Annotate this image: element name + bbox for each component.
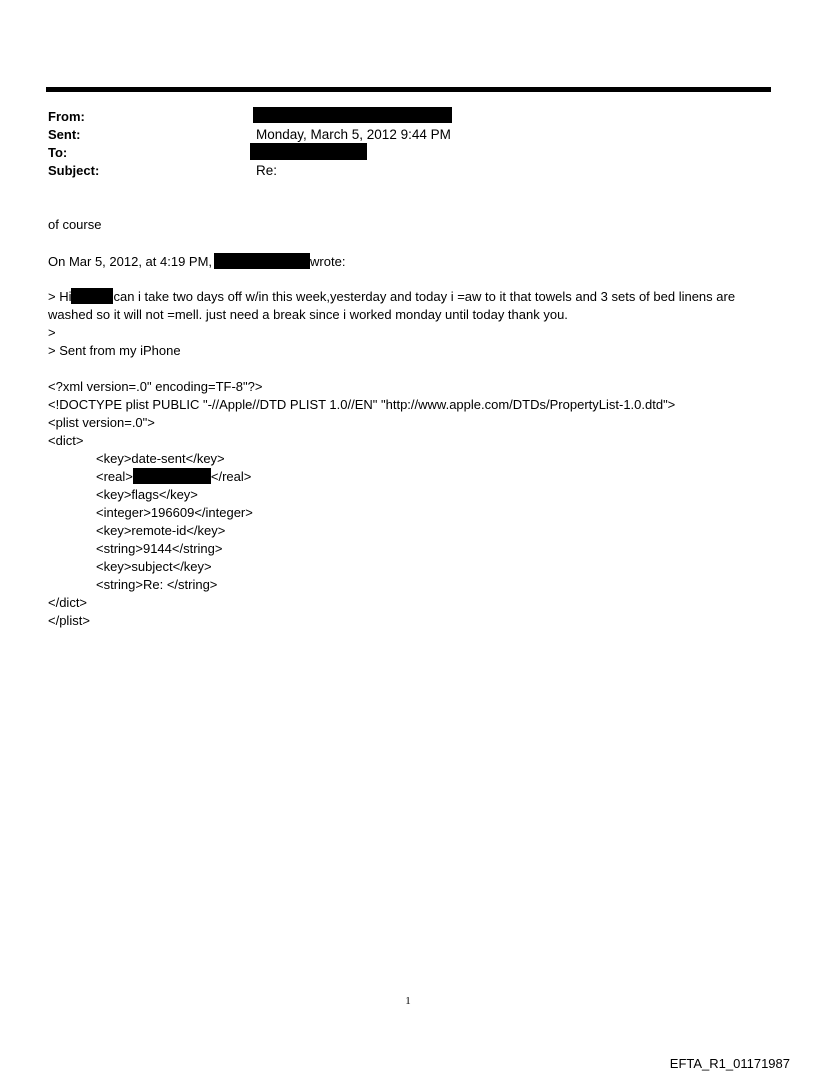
plist-line-1: <?xml version=.0" encoding=TF-8"?> bbox=[48, 379, 263, 394]
from-label: From: bbox=[48, 109, 85, 124]
document-id: EFTA_R1_01171987 bbox=[669, 1056, 790, 1071]
plist-line-12: <string>Re: </string> bbox=[96, 577, 218, 592]
subject-value: Re: bbox=[256, 163, 278, 178]
sent-label: Sent: bbox=[48, 127, 81, 142]
plist-line-5: <key>date-sent</key> bbox=[96, 451, 225, 466]
plist-line-2: <!DOCTYPE plist PUBLIC "-//Apple//DTD PLIST 1.0//EN" "http://www.apple.com/DTDs/PropertyList-1.0.dtd"> bbox=[48, 397, 676, 412]
plist-line-11: <key>subject</key> bbox=[96, 559, 212, 574]
plist-line-9: <key>remote-id</key> bbox=[96, 523, 226, 538]
from-redaction bbox=[253, 107, 452, 123]
to-redaction bbox=[250, 143, 367, 160]
quoted-line-3: > bbox=[48, 325, 56, 340]
plist-line-3: <plist version=.0"> bbox=[48, 415, 155, 430]
header-rule bbox=[46, 87, 771, 92]
sender-redaction bbox=[214, 253, 310, 269]
quoted-line-1: > Hi can i take two days off w/in this week,yesterday and today i =aw to it that towels and 3 sets of bed linens are bbox=[48, 289, 736, 304]
quoted-line-4: > Sent from my iPhone bbox=[48, 343, 181, 358]
quoted-line-2: washed so it will not =mell. just need a break since i worked monday until today thank you. bbox=[48, 307, 568, 322]
plist-line-10: <string>9144</string> bbox=[96, 541, 223, 556]
plist-line-8: <integer>196609</integer> bbox=[96, 505, 253, 520]
plist-line-14: </plist> bbox=[48, 613, 90, 628]
to-label: To: bbox=[48, 145, 68, 160]
page-number: 1 bbox=[405, 995, 411, 1007]
date-redaction bbox=[133, 468, 211, 484]
sent-value: Monday, March 5, 2012 9:44 PM bbox=[256, 127, 451, 142]
plist-line-13: </dict> bbox=[48, 595, 88, 610]
plist-line-7: <key>flags</key> bbox=[96, 487, 198, 502]
name-redaction bbox=[71, 288, 113, 304]
plist-line-4: <dict> bbox=[48, 433, 84, 448]
subject-label: Subject: bbox=[48, 163, 100, 178]
reply-text: of course bbox=[48, 217, 102, 232]
plist-line-6: <real> </real> bbox=[96, 469, 252, 484]
quote-intro: On Mar 5, 2012, at 4:19 PM, wrote: bbox=[48, 254, 346, 269]
